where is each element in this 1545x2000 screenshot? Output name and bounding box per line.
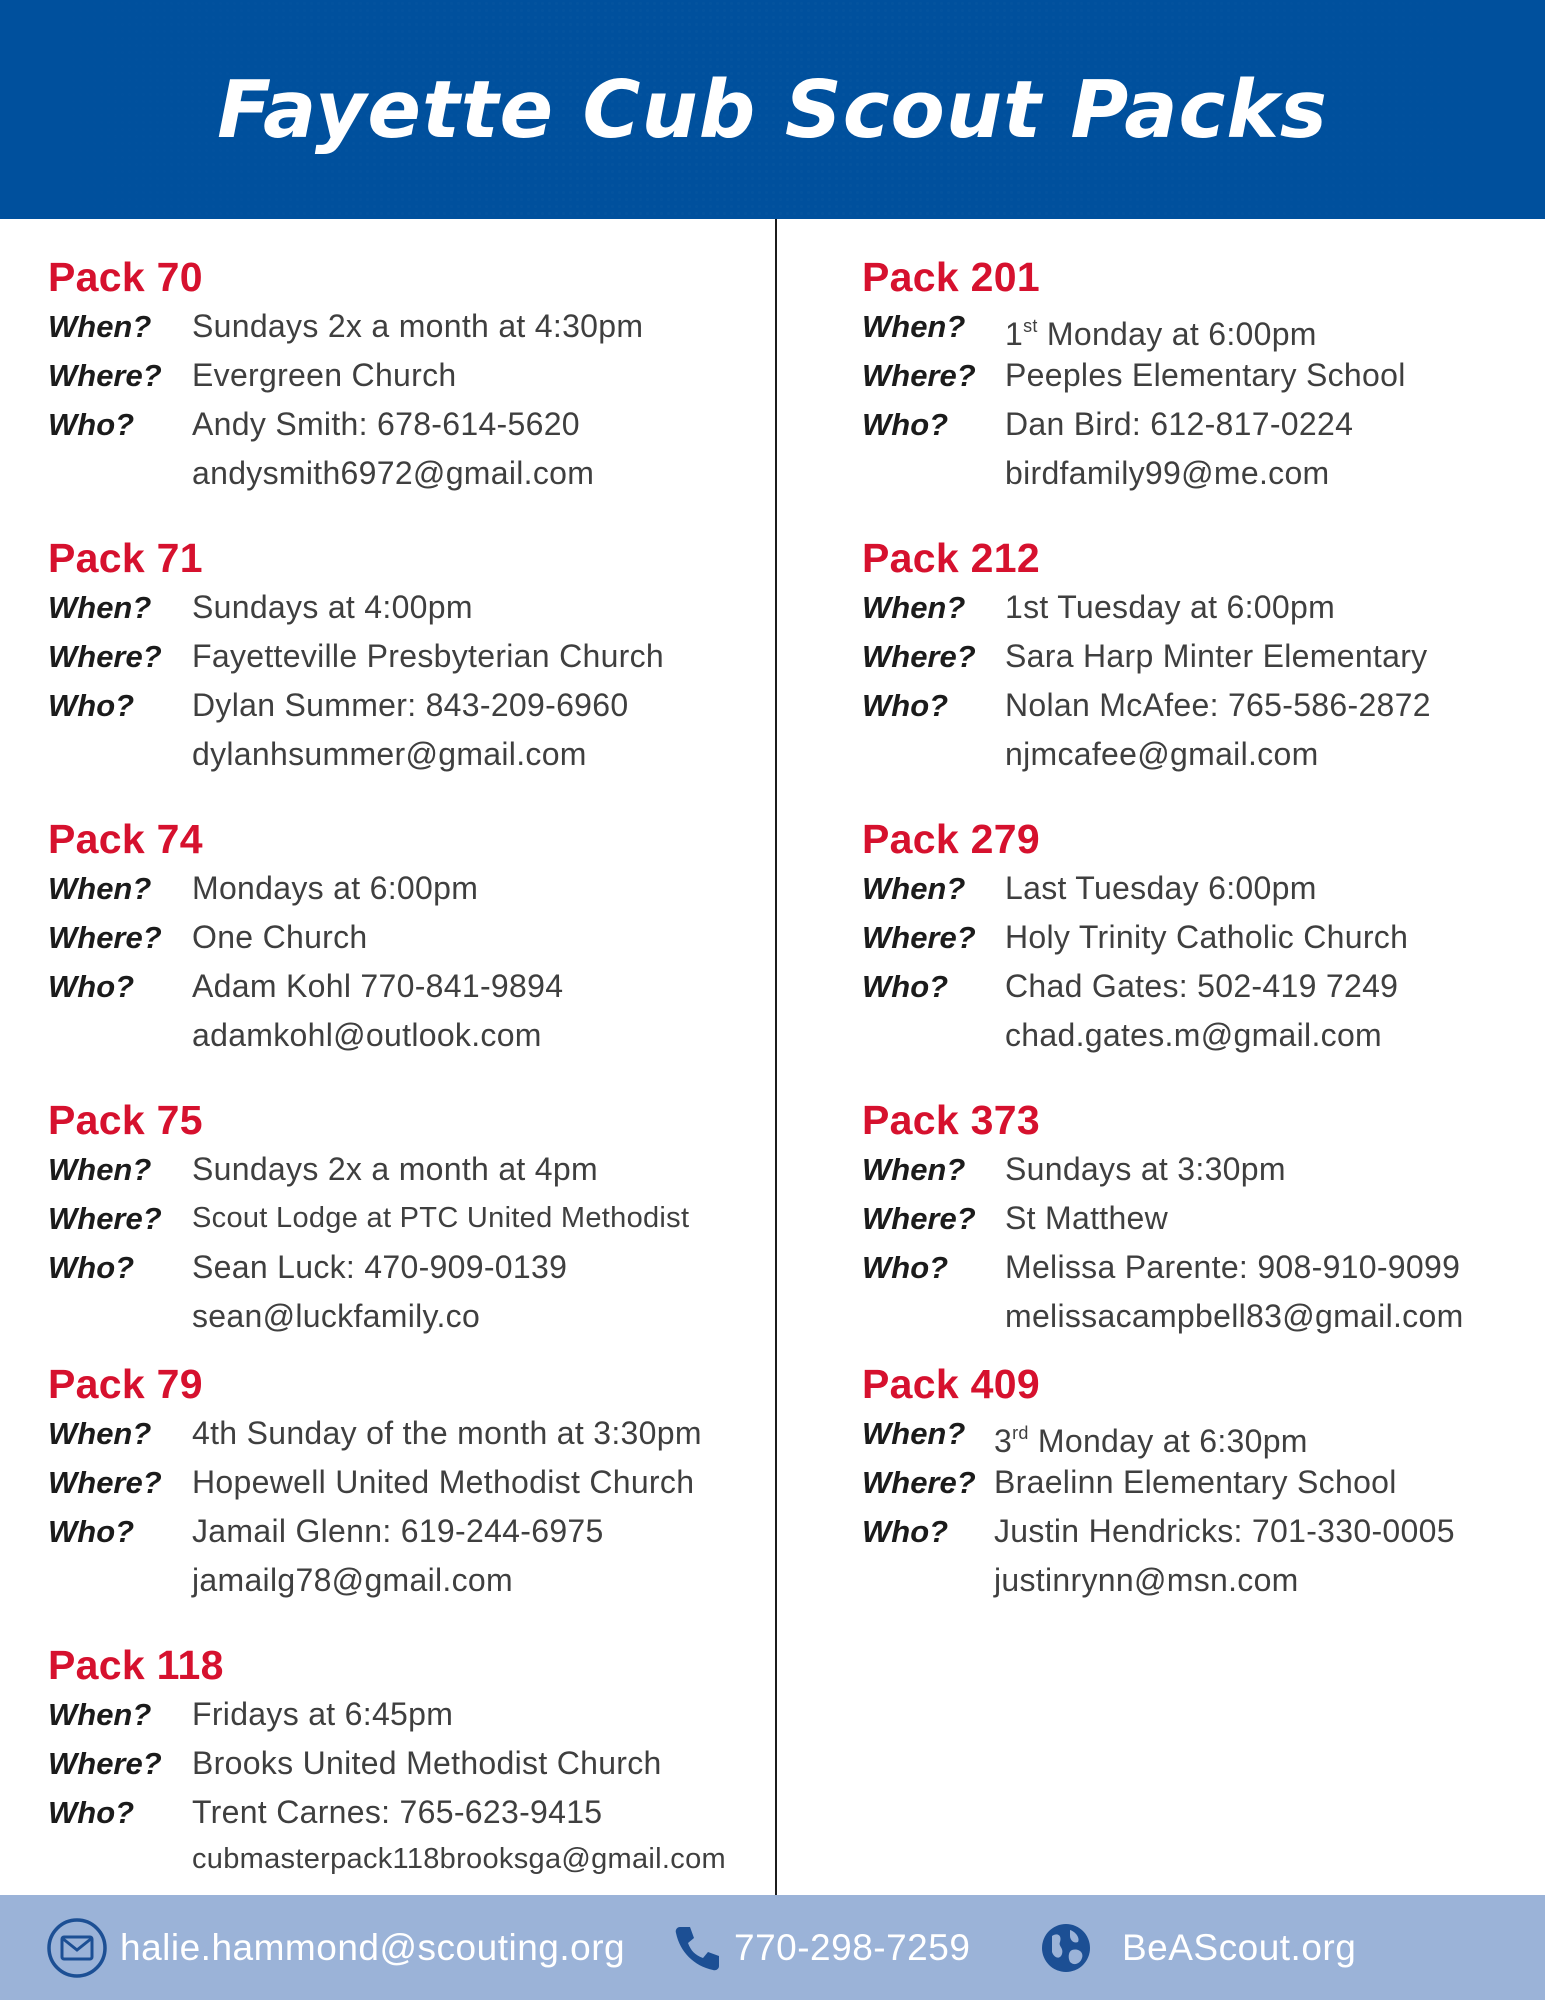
when-label: When? <box>862 590 966 625</box>
when-ordinal-suffix: rd <box>1012 1423 1029 1443</box>
email-row <box>862 1556 1299 1605</box>
pack-name: Pack 409 <box>862 1361 1040 1407</box>
where-value: Sara Harp Minter Elementary <box>1005 638 1428 674</box>
where-row <box>48 1458 695 1507</box>
pack-name: Pack 279 <box>862 816 1040 862</box>
where-label: Where? <box>862 1201 976 1236</box>
pack-name: Pack 71 <box>48 535 203 581</box>
when-value: Sundays 2x a month at 4:30pm <box>192 308 644 344</box>
who-label: Who? <box>48 1250 135 1285</box>
email-row <box>862 730 1319 779</box>
where-label: Where? <box>48 358 162 393</box>
where-value: One Church <box>192 919 368 955</box>
where-row <box>862 1458 1397 1507</box>
where-value: Hopewell United Methodist Church <box>192 1464 695 1500</box>
where-value: Brooks United Methodist Church <box>192 1745 662 1781</box>
pack-name: Pack 118 <box>48 1642 224 1688</box>
where-label: Where? <box>862 1465 976 1500</box>
when-row <box>862 583 1336 632</box>
when-value: Fridays at 6:45pm <box>192 1696 454 1732</box>
pack-409 <box>862 1359 1455 1605</box>
who-row <box>48 681 629 730</box>
where-row <box>862 632 1428 681</box>
globe-icon <box>1040 1922 1092 1974</box>
when-row <box>862 1145 1286 1194</box>
who-label: Who? <box>862 688 949 723</box>
email-link[interactable]: birdfamily99@me.com <box>1005 455 1330 491</box>
pack-118 <box>48 1640 726 1881</box>
who-row <box>48 1788 603 1837</box>
where-value: Evergreen Church <box>192 357 457 393</box>
email-link[interactable]: njmcafee@gmail.com <box>1005 736 1319 772</box>
who-row <box>48 400 580 449</box>
who-label: Who? <box>862 1514 949 1549</box>
email-row <box>48 1292 481 1341</box>
where-value: Fayetteville Presbyterian Church <box>192 638 665 674</box>
email-row <box>48 1011 542 1060</box>
who-label: Who? <box>48 1795 135 1830</box>
email-link[interactable]: justinrynn@msn.com <box>994 1562 1299 1598</box>
pack-79 <box>48 1359 702 1605</box>
when-ordinal-suffix: st <box>1023 316 1038 336</box>
pack-71 <box>48 533 665 779</box>
who-label: Who? <box>862 1250 949 1285</box>
when-label: When? <box>48 309 152 344</box>
email-link[interactable]: andysmith6972@gmail.com <box>192 455 595 491</box>
when-row <box>48 1690 454 1739</box>
who-value: Dan Bird: 612-817-0224 <box>1005 406 1354 442</box>
where-label: Where? <box>48 639 162 674</box>
when-row <box>862 864 1317 913</box>
pack-name: Pack 75 <box>48 1097 203 1143</box>
who-value: Jamail Glenn: 619-244-6975 <box>192 1513 604 1549</box>
footer-bar <box>0 1895 1545 2000</box>
when-label: When? <box>48 1416 152 1451</box>
when-value: 4th Sunday of the month at 3:30pm <box>192 1415 702 1451</box>
when-value: Sundays at 4:00pm <box>192 589 473 625</box>
who-label: Who? <box>862 969 949 1004</box>
email-row <box>48 730 587 779</box>
pack-name: Pack 79 <box>48 1361 203 1407</box>
who-value: Sean Luck: 470-909-0139 <box>192 1249 568 1285</box>
who-value: Adam Kohl 770-841-9894 <box>192 968 564 1004</box>
where-row <box>48 1194 690 1243</box>
when-value: Mondays at 6:00pm <box>192 870 479 906</box>
footer-email[interactable] <box>46 1895 625 2000</box>
where-row <box>48 1739 662 1788</box>
who-row <box>862 1243 1461 1292</box>
pack-name: Pack 70 <box>48 254 203 300</box>
who-row <box>862 962 1399 1011</box>
when-number: 3 <box>994 1423 1013 1459</box>
when-label: When? <box>862 1152 966 1187</box>
who-row <box>862 400 1354 449</box>
when-rest: Monday at 6:30pm <box>1028 1423 1308 1459</box>
when-label: When? <box>862 309 966 344</box>
who-label: Who? <box>862 407 949 442</box>
who-value: Trent Carnes: 765-623-9415 <box>192 1794 603 1830</box>
when-value: 1st Tuesday at 6:00pm <box>1005 589 1336 625</box>
envelope-icon <box>46 1917 108 1979</box>
email-link[interactable]: melissacampbell83@gmail.com <box>1005 1298 1464 1334</box>
who-value: Melissa Parente: 908-910-9099 <box>1005 1249 1461 1285</box>
who-label: Who? <box>48 969 135 1004</box>
where-value: Holy Trinity Catholic Church <box>1005 919 1409 955</box>
when-rest: Monday at 6:00pm <box>1037 316 1317 352</box>
email-link[interactable]: sean@luckfamily.co <box>192 1298 481 1334</box>
footer-website-text[interactable]: BeAScout.org <box>1122 1926 1357 1968</box>
email-row <box>862 1292 1464 1341</box>
pack-name: Pack 212 <box>862 535 1040 581</box>
where-row <box>48 632 665 681</box>
when-row <box>862 1409 1308 1459</box>
where-row <box>48 351 457 400</box>
when-row <box>48 1145 598 1194</box>
pack-212 <box>862 533 1431 779</box>
who-label: Who? <box>48 688 135 723</box>
where-row <box>862 913 1409 962</box>
footer-phone[interactable] <box>672 1895 970 2000</box>
column-divider <box>775 219 777 1895</box>
who-value: Chad Gates: 502-419 7249 <box>1005 968 1399 1004</box>
who-row <box>48 1243 568 1292</box>
where-value: Scout Lodge at PTC United Methodist <box>192 1202 690 1234</box>
where-label: Where? <box>48 1746 162 1781</box>
where-value: St Matthew <box>1005 1200 1169 1236</box>
when-number: 1 <box>1005 316 1024 352</box>
when-row <box>862 302 1317 352</box>
who-row <box>862 681 1431 730</box>
footer-email-text[interactable]: halie.hammond@scouting.org <box>120 1926 626 1968</box>
who-value: Justin Hendricks: 701-330-0005 <box>994 1513 1455 1549</box>
footer-website[interactable] <box>1040 1895 1356 2000</box>
email-link[interactable]: chad.gates.m@gmail.com <box>1005 1017 1383 1053</box>
pack-name: Pack 373 <box>862 1097 1040 1143</box>
who-value: Dylan Summer: 843-209-6960 <box>192 687 629 723</box>
where-label: Where? <box>48 1201 162 1236</box>
who-row <box>48 962 564 1011</box>
page-title: Fayette Cub Scout Packs <box>217 64 1328 156</box>
where-row <box>48 913 368 962</box>
pack-373 <box>862 1095 1464 1341</box>
where-row <box>862 1194 1169 1243</box>
where-value: Braelinn Elementary School <box>994 1464 1397 1500</box>
when-label: When? <box>48 871 152 906</box>
who-row <box>862 1507 1455 1556</box>
email-row <box>862 449 1330 498</box>
when-label: When? <box>48 1152 152 1187</box>
who-label: Who? <box>48 1514 135 1549</box>
email-row <box>48 449 595 498</box>
email-link[interactable]: cubmasterpack118brooksga@gmail.com <box>192 1843 726 1875</box>
email-row <box>862 1011 1383 1060</box>
where-label: Where? <box>862 920 976 955</box>
email-row <box>48 1556 513 1605</box>
when-label: When? <box>862 871 966 906</box>
pack-279 <box>862 814 1409 1060</box>
when-value: Sundays 2x a month at 4pm <box>192 1151 598 1187</box>
pack-201 <box>862 252 1406 498</box>
phone-icon <box>672 1923 722 1973</box>
footer-phone-text[interactable]: 770-298-7259 <box>734 1926 971 1968</box>
header-banner <box>0 0 1545 219</box>
when-label: When? <box>48 590 152 625</box>
when-row <box>48 1409 702 1458</box>
pack-70 <box>48 252 644 498</box>
pack-74 <box>48 814 564 1060</box>
who-value: Nolan McAfee: 765-586-2872 <box>1005 687 1431 723</box>
where-label: Where? <box>48 1465 162 1500</box>
when-row <box>48 583 473 632</box>
where-label: Where? <box>862 639 976 674</box>
when-row <box>48 302 644 351</box>
email-row <box>48 1837 726 1881</box>
pack-name: Pack 74 <box>48 816 203 862</box>
where-value: Peeples Elementary School <box>1005 357 1406 393</box>
where-row <box>862 351 1406 400</box>
when-label: When? <box>862 1416 966 1451</box>
when-value: Last Tuesday 6:00pm <box>1005 870 1317 906</box>
when-label: When? <box>48 1697 152 1732</box>
email-link[interactable]: adamkohl@outlook.com <box>192 1017 542 1053</box>
who-value: Andy Smith: 678-614-5620 <box>192 406 580 442</box>
who-label: Who? <box>48 407 135 442</box>
email-link[interactable]: jamailg78@gmail.com <box>192 1562 513 1598</box>
pack-75 <box>48 1095 690 1341</box>
pack-name: Pack 201 <box>862 254 1040 300</box>
who-row <box>48 1507 604 1556</box>
when-row <box>48 864 479 913</box>
email-link[interactable]: dylanhsummer@gmail.com <box>192 736 587 772</box>
where-label: Where? <box>48 920 162 955</box>
when-value: Sundays at 3:30pm <box>1005 1151 1286 1187</box>
where-label: Where? <box>862 358 976 393</box>
